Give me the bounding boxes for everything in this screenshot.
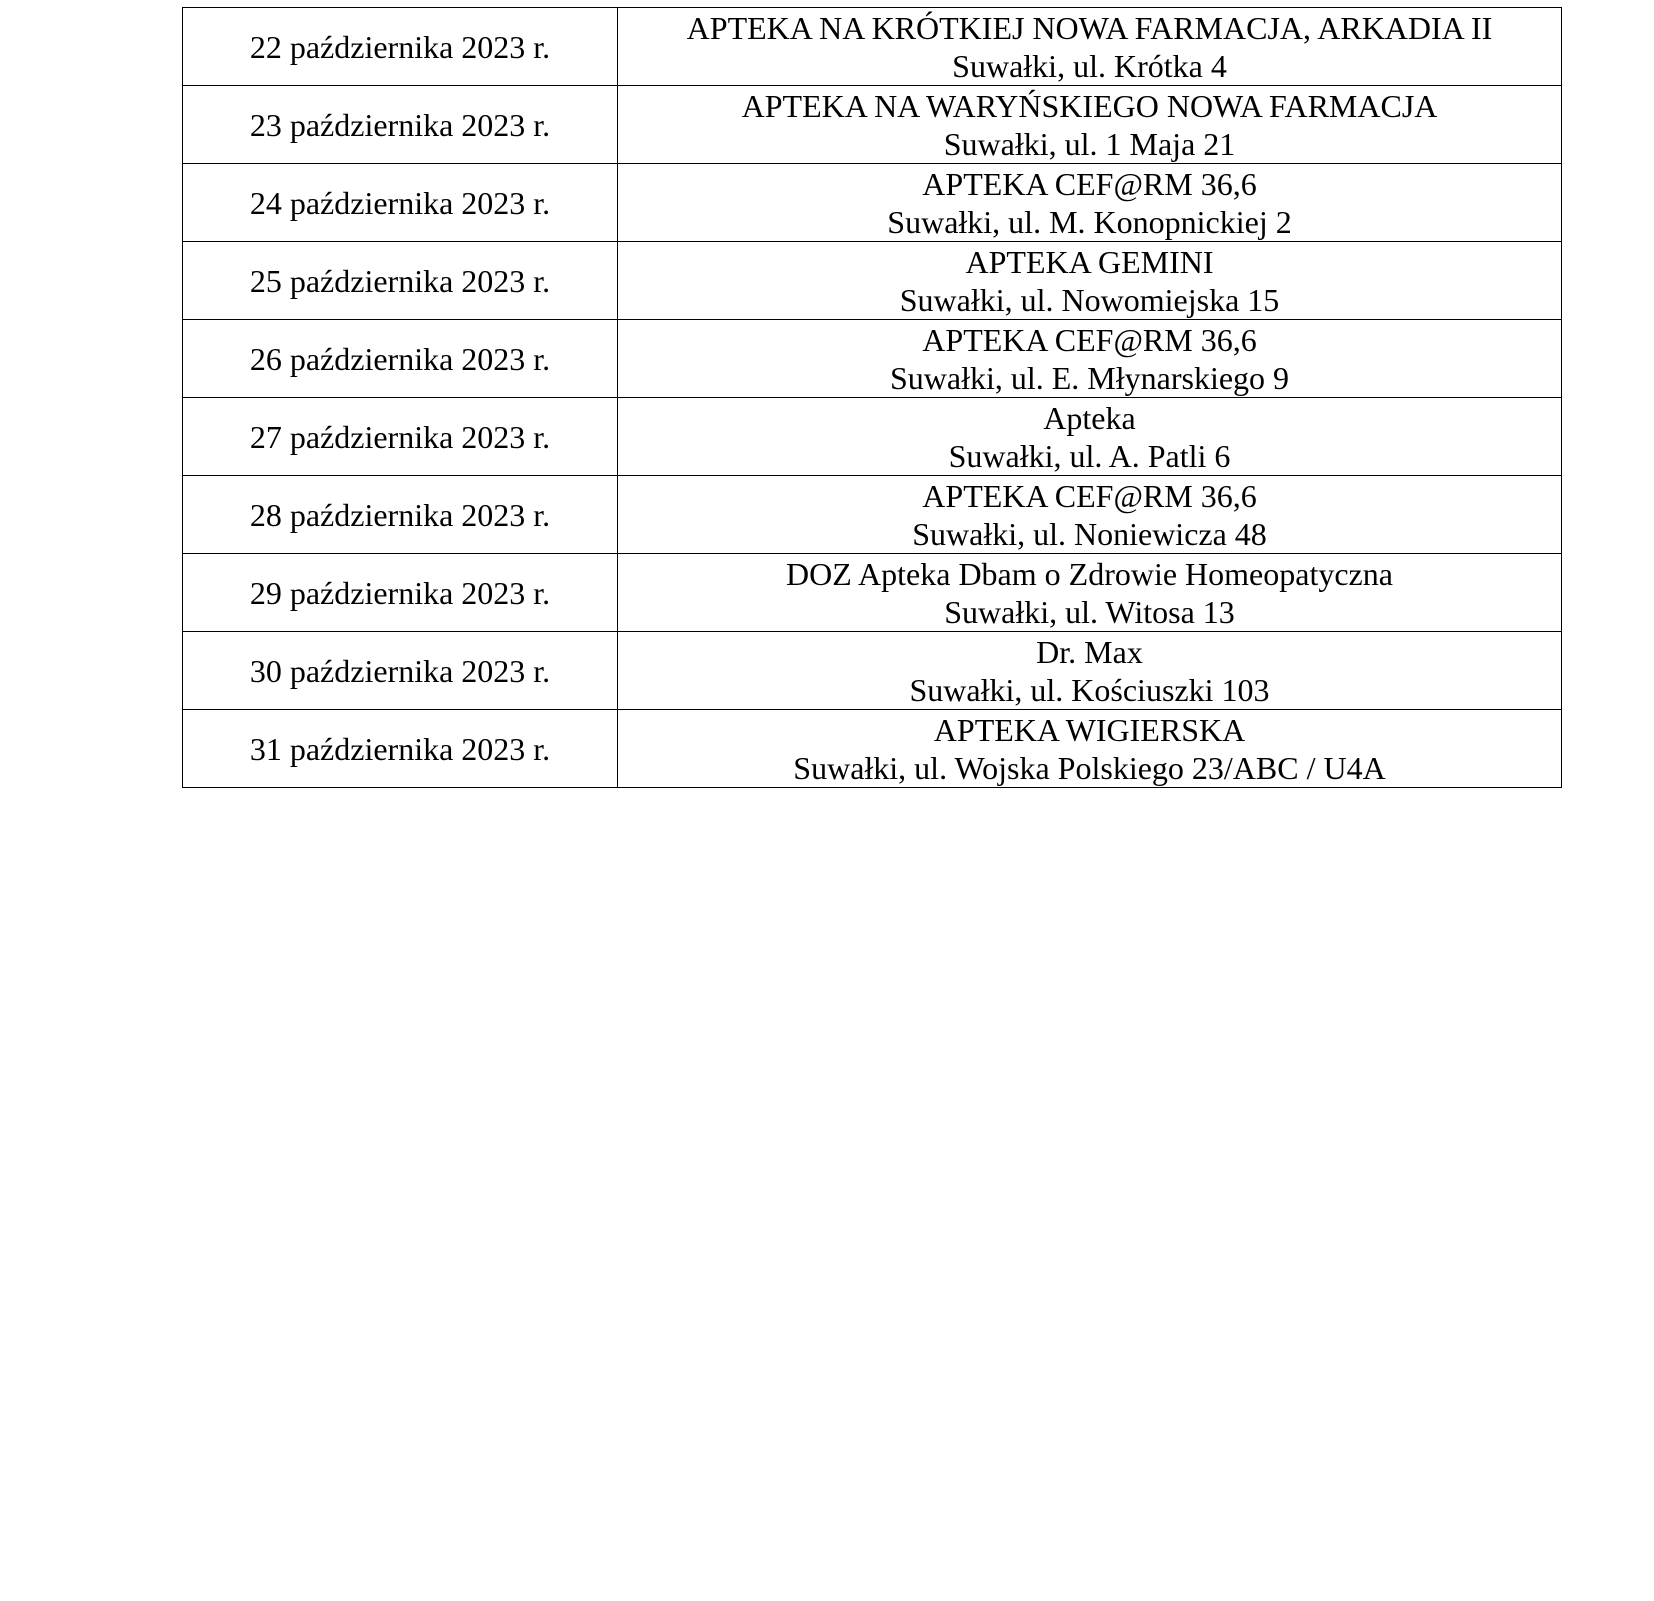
- pharmacy-name: APTEKA WIGIERSKA: [933, 711, 1246, 748]
- pharmacy-name: APTEKA NA WARYŃSKIEGO NOWA FARMACJA: [741, 87, 1438, 124]
- date-cell: 27 października 2023 r.: [183, 398, 618, 476]
- pharmacy-cell: [618, 554, 1562, 632]
- date-cell: 22 października 2023 r.: [183, 8, 618, 86]
- table-row: [183, 86, 1562, 164]
- pharmacy-address: Suwałki, ul. Kościuszki 103: [909, 671, 1270, 708]
- pharmacy-cell: [618, 164, 1562, 242]
- pharmacy-address: Suwałki, ul. Witosa 13: [944, 593, 1235, 630]
- pharmacy-address: Suwałki, ul. E. Młynarskiego 9: [889, 359, 1290, 396]
- pharmacy-name: DOZ Apteka Dbam o Zdrowie Homeopatyczna: [786, 555, 1393, 592]
- pharmacy-cell: [618, 632, 1562, 710]
- table-row: [183, 320, 1562, 398]
- pharmacy-name: APTEKA GEMINI: [965, 243, 1214, 280]
- pharmacy-address: Suwałki, ul. Krótka 4: [952, 47, 1227, 84]
- pharmacy-address: Suwałki, ul. M. Konopnickiej 2: [887, 203, 1292, 240]
- pharmacy-cell: [618, 710, 1562, 788]
- table-row: [183, 164, 1562, 242]
- table-row: [183, 554, 1562, 632]
- table-row: [183, 8, 1562, 86]
- pharmacy-address: Suwałki, ul. Wojska Polskiego 23/ABC / U4A: [793, 749, 1386, 786]
- pharmacy-cell: [618, 8, 1562, 86]
- date-cell: 30 października 2023 r.: [183, 632, 618, 710]
- date-cell: 29 października 2023 r.: [183, 554, 618, 632]
- pharmacy-cell: [618, 320, 1562, 398]
- pharmacy-name: APTEKA CEF@RM 36,6: [922, 477, 1257, 514]
- pharmacy-name: APTEKA NA KRÓTKIEJ NOWA FARMACJA, ARKADIA II: [686, 9, 1493, 46]
- table-row: [183, 710, 1562, 788]
- pharmacy-name: APTEKA CEF@RM 36,6: [922, 165, 1257, 202]
- table-row: [183, 632, 1562, 710]
- date-cell: 26 października 2023 r.: [183, 320, 618, 398]
- date-cell: 25 października 2023 r.: [183, 242, 618, 320]
- pharmacy-address: Suwałki, ul. Noniewicza 48: [912, 515, 1267, 552]
- pharmacy-address: Suwałki, ul. 1 Maja 21: [943, 125, 1236, 162]
- pharmacy-cell: [618, 476, 1562, 554]
- pharmacy-name: APTEKA CEF@RM 36,6: [922, 321, 1257, 358]
- pharmacy-address: Suwałki, ul. Nowomiejska 15: [899, 281, 1280, 318]
- pharmacy-cell: [618, 242, 1562, 320]
- table-row: [183, 476, 1562, 554]
- table-row: [183, 242, 1562, 320]
- table-row: [183, 398, 1562, 476]
- date-cell: 23 października 2023 r.: [183, 86, 618, 164]
- pharmacy-duty-table: [182, 7, 1562, 788]
- date-cell: 24 października 2023 r.: [183, 164, 618, 242]
- date-cell: 28 października 2023 r.: [183, 476, 618, 554]
- pharmacy-address: Suwałki, ul. A. Patli 6: [948, 437, 1231, 474]
- pharmacy-name: Dr. Max: [1036, 633, 1143, 670]
- date-cell: 31 października 2023 r.: [183, 710, 618, 788]
- pharmacy-name: Apteka: [1043, 399, 1136, 436]
- pharmacy-cell: [618, 86, 1562, 164]
- pharmacy-cell: [618, 398, 1562, 476]
